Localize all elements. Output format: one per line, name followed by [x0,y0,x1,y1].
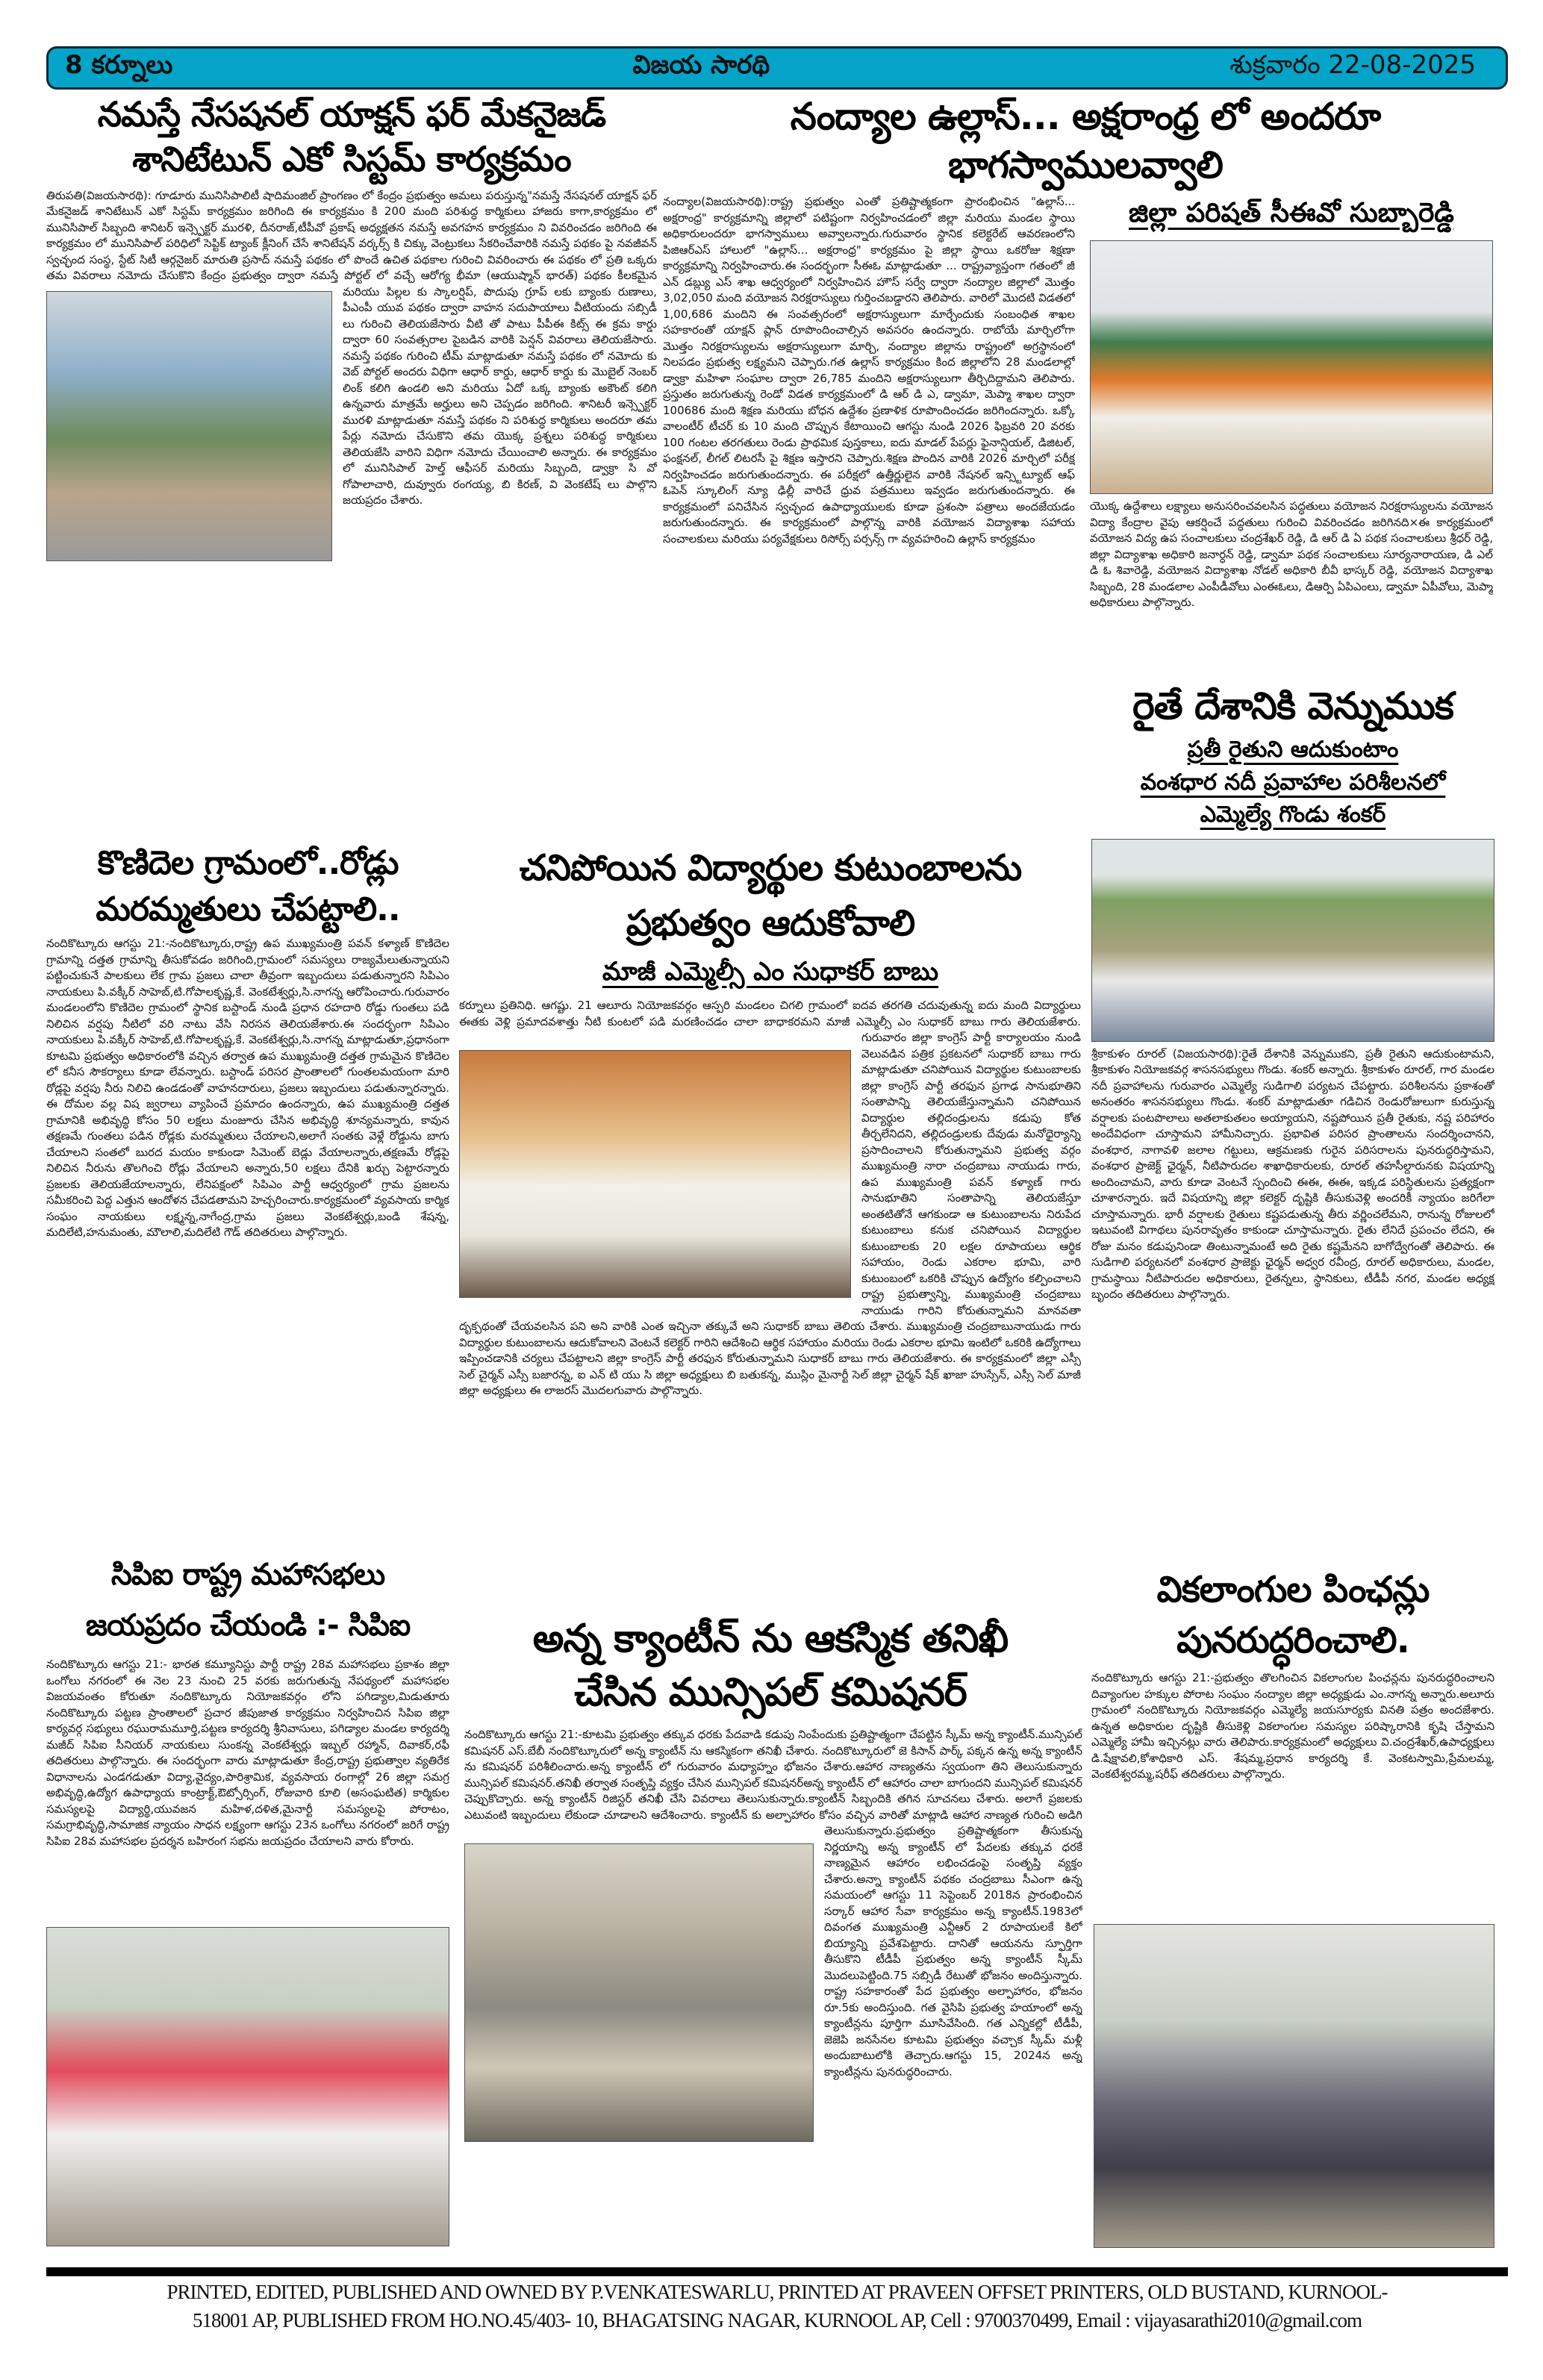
namaste-article [46,93,657,837]
headline-line: శానిటేటున్ ఎకో సిస్టమ్ కార్యక్రమం [132,138,571,179]
disabled-persons-petition-photo [1094,1924,1494,2248]
subhead-line: వంశధార నదీ ప్రవాహాల పరిశీలనలో [1140,769,1446,796]
namaste-article-body [46,188,657,837]
newspaper-title: విజయ సారథి [632,50,770,80]
headline-line: చనిపోయిన విద్యార్థుల కుటుంబాలను [519,847,1022,889]
headline-line: పునరుద్ధరించాలి. [1176,1620,1409,1661]
sanitation-event-photo [46,291,332,561]
ullas-subhead: జిల్లా పరిషత్ సీఈవో సుబ్బారెడ్డి [1129,198,1454,228]
headline-line: వికలాంగుల పింఛన్లు [1156,1569,1430,1611]
konidela-article [46,840,449,1527]
students-headline [457,840,1084,951]
namaste-headline [46,93,657,182]
headline-line: మరమ్మతులు చేపట్టాలి.. [96,890,400,928]
cpi-rally-photo [46,1927,449,2246]
mla-farmers-visit-photo [1091,839,1494,1042]
issue-date: శుక్రవారం 22-08-2025 [1229,50,1476,80]
vikalangula-article [1091,1564,1494,2248]
headline-line: ప్రభుత్వం ఆదుకోవాలి [626,902,915,944]
literacy-training-photo [1090,240,1493,494]
headline-line: నమస్తే నేసషనల్ యాక్షన్ ఫర్ మేకనైజడ్ [97,94,606,134]
imprint [46,2278,1508,2334]
imprint-line-2: 518001 AP, PUBLISHED FROM HO.NO.45/403- 10, BHAGATSING NAGAR, KURNOOL AP, Cell : 9700370499, Email : vijayasarathi2010@gmail.com [192,2309,1362,2331]
vikalangula-headline [1091,1564,1494,1666]
cpi-headline [46,1549,449,1651]
canteen-article [457,1612,1084,2260]
article-text: తిరుపతి(విజయసారథి): గూడూరు మునిసిపాలిటీ షాదిమంజిల్ ప్రాంగణం లో కేంద్రం ప్రభుత్వం అమలు పరుస్తున్న"నమస్తే నేసషనల్ యాక్షన్ ఫర్ మేకనైజడ్ శానిటేటున్ ఎకో సిస్టమ్ కార్యక్రమం జరిగింది ఈ కార్యక్రమం కి 200 మంది పరిశుద్ధ కార్మికులు హాజరు కాగా,కార్యక్రమం లో మునిసిపాల్ సిబ్బంది శానిటర్ ఇన్స్పెక్టర్ మురళి, దీనరాజ్,టీపీవో ప్రకాష్ అధ్యక్షతన నమస్తే అవగహన కార్యక్రమం ని వివరించడం జరిగింది ఈ కార్యక్రమం లో మునిసిపాల్ పరిధిలో సెప్టిక్ ట్యాంక్ క్లీనింగ్ చేసే శానిటేషన్ వర్కర్స్ కి చిక్కు వెంట్రుకలు సేకరించేవారికి నమస్తే పథకం పై నవజీవన్ స్వచ్ఛంద సంస్థ, స్టేట్ సిటీ ఆర్గనైజర్ మారుతి ప్రసాద్ నమస్తే పథకం లో పొందే ఉచిత పథకాల గురించి వివరించారు ఈ పథకం లో ప్రతి ఒక్కరు తమ వివరాలు నమోదు చేసుకొని కేంద్రం ప్రభుత్వం ద్వారా నమస్తే పోర్టల్ లో వచ్చే ఆరోగ్య భీమా (ఆయుష్మాన్ భారత్) పథకం కీలకమైన మరియు పిల్లల కు స్కాలర్షిప్, పొదుపు గ్రూప్ లకు బ్యాంకు రుణాలు, పీఎంపీ యువ పథకం ద్వారా వాహన సదుపాయాలు వీటియందు సబ్సిడీ లు గురించి తెలియజేసారు వీటి తో పాటు పీపీఈ కిట్స్ ఈ క్రమ కార్డు ద్వారా 60 సంవత్సరాల పైబడిన వారికి పెన్షన్ వివరాలు తెలియజేసారు. నమస్తే పథకం గురించి టీమ్ మాట్లాడుతూ నమస్తే పథకం లో నమోదు కు వెబ్ పోర్టల్ అందరు విధిగా ఆధార్ కార్డు, ఆధార్ కార్డు కు మొబైల్ నెంబర్ లింక్ కలిగి ఉండలి అని మరియు ఏదో ఒక్క బ్యాంకు అకౌంట్ కలిగి ఉన్నవారు మాత్రమే అర్హులు అని చెప్పడం జరిగింది. శానిటరీ ఇన్స్పెక్టర్ మురళి మాట్లాడుతూ నమస్తే పథకం ని పరిశుద్ధ కార్మికులు అందరూ తమ పేర్లు నమోదు చేసుకొని తమ యొక్క ప్రశ్నలు పరిశుద్ధ కార్మికులు తెలియజేసి వారిని విధిగా నమోదు చేయించాలి అన్నారు. ఈ కార్యక్రమం లో మునిసిపాల్ హెల్త్ ఆఫీసర్ మరియు సిబ్బంది, డ్వాక్రా సి వో గోపాలాచారి, దువ్వూరు రంగయ్య, బి కిరణ్, వి వెంకటేష్ లు పాల్గొని జయప్రదం చేశారు. [46,188,657,507]
ullas-side-column [1090,194,1493,679]
article-text: కర్నూలు ప్రతినిధి. ఆగష్టు. 21 ఆలూరు నియోజకవర్గం ఆస్పరి మండలం చిగలి గ్రామంలో ఐదవ తరగతి చదువుతున్న ఐదు మంది విద్యార్థులు ఈతకు వెళ్లి ప్రమాదవశాత్తు నీటి కుంటలో పడి మరణించడం చాలా బాధాకరమని మాజీ ఎమ్మెల్సీ ఎం సుధాకర్ బాబు గారు తెలియజేశారు. గురువారం జిల్లా కాంగ్రెస్ పార్టీ కార్యాలయం నుండి వెలువడిన పత్రిక ప్రకటనలో సుధాకర్ బాబు గారు మాట్లాడుతూ చనిపోయిన విద్యార్థుల కుటుంబాలకు జిల్లా కాంగ్రెస్ పార్టీ తరఫున ప్రగాఢ సానుభూతిని సంతాపాన్ని తెలియజేస్తున్నామని చనిపోయిన విద్యార్థుల తల్లిదండ్రులను కడుపు కోత తీర్చలేనిదని, తల్లిదండ్రులకు దేవుడు మనోధైర్యాన్ని ప్రసాదించాలని కోరుతున్నామని ప్రభుత్వ వర్గం ముఖ్యమంత్రి నారా చంద్రబాబు నాయుడు గారు, ఉప ముఖ్యమంత్రి పవన్ కళ్యాణ్ గారు సానుభూతిని సంతాపాన్ని తెలియజేస్తూ అంతటితోనే ఆగకుండా ఆ కుటుంబాలను నిరుపేద కుటుంబాలు కనుక చనిపోయిన విద్యార్థుల కుటుంబాలకు 20 లక్షల రూపాయలు ఆర్థిక సహాయం, రెండు ఎకరాల భూమి, వారి కుటుంబంలో ఒకరికి చొప్పున ఉద్యోగం కల్పించాలని రాష్ట్ర ప్రభుత్వాన్ని, ముఖ్యమంత్రి చంద్రబాబు నాయుడు గారిని కోరుతున్నామని మానవతా దృక్పథంతో చేయవలసిన పని అని వారికి ఎంత ఇచ్చినా తక్కువే అని సుధాకర్ బాబు తెలియ చేశారు. ముఖ్యమంత్రి చంద్రబాబునాయుడు గారు విద్యార్థుల కుటుంబాలను ఆదుకోవాలని వెంటనే కలెక్టర్ గారిని ఆదేశించి ఆర్థిక సహాయం మరియు రెండు ఎకరాల భూమి ఇంటిలో ఒకరికి ఉద్యోగాలు ఇప్పించడానికి చర్యలు చేపట్టాలని జిల్లా కాంగ్రెస్ పార్టీ తరఫున కోరుతున్నామని సుధాకర్ బాబు గారు తెలియజేశారు. ఈ కార్యక్రమంలో జిల్లా ఎస్సీ సెల్ చైర్మన్ ఎస్సీ బజారన్న, ఐ ఎన్ టి యు సి జిల్లా అధ్యక్షులు బి బతుకన్న, ముస్లిం మైనార్టీ సెల్ జిల్లా చైర్మన్ షేక్ ఖాజా హుస్సేన్, ఎస్సీ సెల్ మాజీ జిల్లా అధ్యక్షులు ఈ లాజరస్ మొదలగువారు పాల్గొన్నారు. [459,999,1081,1398]
rythu-article [1091,682,1494,1519]
footer-rule [46,2267,1508,2276]
subhead-line: ఎమ్మెల్యే గొండు శంకర్ [1200,802,1386,828]
masthead-bar [46,46,1508,90]
imprint-line-1: PRINTED, EDITED, PUBLISHED AND OWNED BY P.VENKATESWARLU, PRINTED AT PRAVEEN OFFSET PRINTERS, OLD BUSTAND, KURNOOL- [166,2281,1388,2303]
cpi-article-body: నందికొట్కూరు ఆగస్టు 21:- భారత కమ్యూనిస్టు పార్టీ రాష్ట్ర 28వ మహాసభలు ప్రకాశం జిల్లా ఒంగోలు నగరంలో ఈ నెల 23 నుంచి 25 వరకు జరుగుతున్న నేపథ్యంలో మహాసభల విజయవంతం కోరుతూ నందికొట్కూరు నియోజకవర్గం లోని పగిడ్యాల,మిడుతూరు నందికొట్కూరు పట్టణ ప్రాంతాలలో ప్రచార జీపుజాత కార్యక్రమం నిర్వహించిన సిపిఐ జిల్లా కార్యవర్గ సభ్యులు రఘురామమూర్తి,పట్టణ కార్యదర్శి శ్రీనివాసులు, పగిడ్యాల మండల కార్యదర్శి మజీద్ సిపిఐ సీనియర్ నాయకులు సుంకన్న వెంకటేశ్వర్లు ఇబ్బల్ రహ్మాన్, దివాకర్,రఫీ తదితరులు పాల్గొన్నారు. ఈ సందర్భంగా వారు మాట్లాడుతూ కేంద్ర,రాష్ట్ర ప్రభుత్వాల వ్యతిరేక విధానాలను ఎండగడుతూ విద్యా,వైద్యం,పారిశ్రామిక, వ్యవసాయ రంగాల్లో 26 జిల్లా సమగ్ర అభివృద్ధి,ఉద్యోగ ఉపాధ్యాయ కాంట్రాక్ట్,ఔట్సోర్సింగ్, రోజువారి కూలి (అసంఘటిత) కార్మికుల సమస్యలపై విద్యార్థి,యువజన మహిళ,దళిత,మైనార్టీ సమస్యలపై పోరాటం, సమగ్రాభివృద్ధి,సామాజిక న్యాయం సాధన లక్ష్యంగా ఆగస్టు 23న ఒంగోలు నగరంలో జరిగే రాష్ట్ర సిపిఐ 28వ మహాసభల ప్రదర్శన బహిరంగ సభను జయప్రదం చేయాలని వారు కోరారు. [46,1658,449,1848]
rythu-headline: రైతే దేశానికి వెన్నుముక [1132,684,1453,728]
konidela-article-body: నందికొట్కూరు ఆగస్టు 21:-నందికొట్కూరు,రాష్ట్ర ఉప ముఖ్యమంత్రి పవన్ కళ్యాణ్ కొణిదెల గ్రామాన్ని దత్తత గ్రామాన్ని తీసుకోవడం జరిగింది,గ్రామంలో సమస్యలు రాజ్యమేలుతున్నాయని పట్టించుకునే పాలకులు లేక గ్రామ ప్రజలు చాలా తీవ్రంగా ఇబ్బందులు పడుతున్నారని సిపిఎం నాయకులు పి.వక్కీర్ సాహెబ్,టి.గోపాలకృష్ణ,కే. వెంకటేశ్వర్లు,సి.నాగన్న ఆరోపించారు.గురువారం మండలంలోని కొణిదెల గ్రామంలో స్థానిక బస్టాండ్ నుండి ప్రధాన రహదారి రోడ్డు గుంతలు పడి నిలిచిన వర్షపు నీటిలో వరి నాటు వేసి నిరసన తెలియజేశారు.ఈ సందర్భంగా సిపిఎం నాయకులు పి.వక్కీర్ సాహెబ్,టి.గోపాలకృష్ణ,కే. వెంకటేశ్వర్లు,సి.నాగన్న మాట్లాడుతూ,ప్రధానంగా కూటమి ప్రభుత్వం అధికారంలోకి వచ్చిన తర్వాత ఉప ముఖ్యమంత్రి దత్తత గ్రామమైన కొణిదెల లో కనీస సౌకర్యాలు కూడా లేవన్నారు. బస్టాండ్ పరిసర ప్రాంతాలలో గుంతలమయంగా మారి రోడ్లపై వర్షపు నీరు నిలిచి ఉండడంతో వాహనదారులు, ప్రజలు ఇబ్బందులు పడుతున్నారన్నారు. ఈ దోమల వల్ల విష జ్వరాలు వ్యాపించే ప్రమాదం ఉందన్నారు, ఉప ముఖ్యమంత్రి దత్తత గ్రామానికి అభివృద్ధి కోసం 50 లక్షలు మంజూరు చేసిన అభివృద్ధి శూన్యమన్నారు, కావున తక్షణమే గుంతలు పడిన రోడ్లకు మరమ్మతులు చేయాలని,అలాగే సంతకు వెళ్లే రోడ్డును బాగు చేయాలని సంతలో బురద మయం కాకుండా సిమెంట్ బెడ్లు వేయాలన్నారు,తక్షణమే రోడ్లపై నిలిచిన నీరును తొలగించి రోడ్లు వేయాలని అన్నారు,50 లక్షలు దేనికి ఖర్చు పెట్టారన్నారు ప్రజలకు తెలియజేయాలన్నారు, లేనిపక్షంలో సిపిఎం పార్టీ ఆధ్వర్యంలో గ్రామ ప్రజలను సమీకరించి పెద్ద ఎత్తున ఆందోళన చేపడతామని హెచ్చరించారు.కార్యక్రమంలో వ్యవసాయ కార్మిక సంఘం నాయకులు లక్ష్మన్న,నాగేంద్ర,గ్రామ ప్రజలు వెంకటేశ్వర్లు,బండి శేషన్న, మదిలేటి,హనుమంతు, మౌలాలి,మదిలేటి గౌడ్ తదితరులు పాల్గొన్నారు. [46,937,449,1239]
canteen-inspection-photo [464,1843,814,2142]
ullas-article-continued: యొక్క ఉద్దేశాలు లక్ష్యాలు అనుసరించవలసిన పద్ధతులు వయోజన నిరక్షరాస్యులను వయోజన విద్యా కేంద్రాల వైపు ఆకర్షించే పద్ధతులు గురించి వివరించడం జరిగినది×ఈ కార్యక్రమంలో వయోజన విద్య ఉప సంచాలకులు చంద్రశేఖర్ రెడ్డి, డి ఆర్ డి ఏ పథక సంచాలకులు శ్రీధర్ రెడ్డి, జిల్లా విద్యాశాఖ అధికారి జనార్ధన్ రెడ్డి, డ్వామా పథక సంచాలకులు సూర్యనారాయణ, డి ఎల్ డి ఓ శివారెడ్డి, వయోజన విద్యాశాఖ నోడల్ అధికారి బీవీ భాస్కర్ రెడ్డి, వయోజన విద్యాశాఖ సిబ్బంది, 28 మండలాల ఎంపీడీవోలు ఎంఈఓలు, డిఆర్పి ఏపిఎంలు, డ్వామా ఏపీవోలు, మెప్మా అధికారులు పాల్గొన్నారు. [1090,499,1493,610]
students-subhead: మాజీ ఎమ్మెల్సీ ఎం సుధాకర్ బాబు [602,957,939,987]
headline-line: కొణిదెల గ్రామంలో..రోడ్లు [97,844,399,882]
students-article [457,840,1084,1563]
konidela-headline [46,840,449,933]
ullas-headline: నంద్యాల ఉల్లాస్... అక్షరాంధ్ర లో అందరూ భాగస్వాములవ్వాలి [790,95,1381,187]
rythu-article-body: శ్రీకాకుళం రూరల్ (విజయసారథి):రైతే దేశానికి వెన్నుముకని, ప్రతీ రైతుని ఆదుకుంటామని, శ్రీకాకుళం నియోజకవర్గ శాసనసభ్యులు గొండు. శంకర్ అన్నారు. శ్రీకాకుళం రూరల్, గార మండల నదీ ప్రవాహాలను గురువారం ఎమ్మెల్యే సుడిగాలి పర్యటన చేపట్టారు. పరిశీలనను ప్రకాశంతో అనంతరం శాసనసభ్యులు గొండు. శంకర్ మాట్లాడుతూ గడిచిన రెండురోజులుగా కురుస్తున్న వర్షాలకు పంటపొలాలు అతలాకుతలం అయ్యాయని, నష్టపోయిన ప్రతీ రైతుకు, నష్ట పరిహారం అందేవిధంగా చూస్తామని హామీనిచ్చారు. ప్రభావిత పరిసర ప్రాంతాలను సందర్శించానని, వంశధార, నాగావళి జలాల గట్టులు, ఆక్రమణకు గురైన పరిసరాలను పునరుద్ధరిస్తామని, వంశధార ప్రాజెక్ట్ ఛైర్మన్, నీటిపారుదల శాఖాధికారులకు, రూరల్ తహసీల్దారునకు విషయాన్ని అందించామని, వారు కూడా వెంటనే స్పందించి ఈఈ, ఈఈ, ఇక్కడ పరిస్థితులను ప్రత్యక్షంగా చూశారన్నారు. ఇదే విషయాన్ని జిల్లా కలెక్టర్ దృష్టికి తీసుకువెళ్లి అందరికీ న్యాయం జరిగేలా చూస్తామన్నారు. భారీ వర్షాలకు రైతులు కష్టపడుతున్న తీరు వర్ణించలేమని, రానున్న రోజులలో ఇటువంటి విగాథలు పునరావృతం కాకుండా చూస్తామన్నారు. రైతు లేనిదే ప్రపంచం లేదని, ఈ రోజు మనం కడుపునిండా తింటున్నామంటే అది రైతు కష్టమేనని బాగోద్వేగంతో తెలిపారు. ఈ సుడిగాలి పర్యటనలో వంశధార ప్రాజెక్టు ఛైర్మన్ అధ్వర రవీంద్ర, రూరల్ అధికారులు, మండల, గ్రామస్థాయి నీటిపారుదల అధికారులు, రైతన్నలు, స్థానికులు, టీడీపీ నగర, మండల అధ్యక్ష బృందం తదితరులు పాల్గొన్నారు. [1091,1046,1494,1301]
headline-line: జయప్రదం చేయండి :- సిపిఐ [85,1608,411,1643]
congress-press-meet-photo [459,1050,851,1298]
headline-line: అన్న క్యాంటీన్ ను ఆకస్మిక తనిఖీ [532,1617,1009,1661]
headline-line: చేసిన మున్సిపల్ కమిషనర్ [574,1670,967,1715]
ullas-article-body: నంద్యాల(విజయసారథి):రాష్ట్ర ప్రభుత్వం ఎంతో ప్రతిష్టాత్మకంగా ప్రారంభించిన "ఉల్లాస్... అక్షరాంధ్ర" కార్యక్రమాన్ని జిల్లాలో పటిష్టంగా నిర్వహించడంలో జిల్లా మరియు మండల స్థాయి అధికారులందరూ భాగస్వాములు అవ్వాలన్నారు.గురువారం స్థానిక కలెక్టరేట్ ఆవరణంలోని పిజిఆర్ఎస్ హాలులో "ఉల్లాస్... అక్షరాంధ్ర" కార్యక్రమం పై జిల్లా స్థాయి ఒకరోజు శిక్షణా కార్యక్రమాన్ని నిర్వహించారు.ఈ సందర్భంగా సీఈఓ మాట్లాడుతూ ... రాష్ట్రవ్యాప్తంగా గతంలో జీ ఎన్ డబ్ల్యు ఎస్ శాఖ ఆధ్వర్యంలో నిర్వహించిన హౌస్ సర్వే ద్వారా నంద్యాల జిల్లాలో మొత్తం 3,02,050 మంది వయోజన నిరక్షరాస్యులు గుర్తించబడ్డారని తెలిపారు. వారిలో మొదటి విడతలో 1,00,686 మందిని ఈ సంవత్సరంలో అక్షరాస్యులుగా మార్చేందుకు సంబంధిత శాఖల సహకారంతో యాక్షన్ ప్లాన్ రూపొందించాల్సిన అవసరం ఉందన్నారు. రాబోయే మార్చిలోగా మొత్తం నిరక్షరాస్యులను అక్షరాస్యులుగా మార్చి, నంద్యాల జిల్లాను రాష్ట్రంలో అగ్రస్థానంలో నిలపడం ప్రభుత్వ లక్ష్యమని చెప్పారు.గత ఉల్లాస్ కార్యక్రమం కింద జిల్లాలోని 28 మండలాల్లో డ్వాక్రా మహిళా సంఘాల ద్వారా 26,785 మందిని అక్షరాస్యులుగా తీర్చిదిద్దామని తెలిపారు. ప్రస్తుతం జరుగుతున్న రెండో విడత కార్యక్రమంలో డి ఆర్ డి ఎ, డ్వామా, మెప్మా శాఖల ద్వారా 100686 మంది శిక్షణ మరియు బోధన ఉద్దేశం ప్రణాళిక రూపొందించడం జరిగిందన్నారు. ఒక్కో వాలంటీర్ టీచర్ కు 10 మంది చొప్పున కేటాయించి ఆగస్టు నుండి 2026 ఫిబ్రవరి 20 వరకు 100 గంటల తరగతులు రెండు ప్రాథమిక పుస్తకాలు, ఐదు మాడల్ పేపర్లు ఫైనాన్షియల్, డిజిటల్, ఫంక్షనల్, లీగల్ లిటరసీ పై శిక్షణ ఇస్తారని చెప్పారు.శిక్షణ పొందిన వారికి 2026 మార్చిలో పరీక్ష నిర్వహించడం జరుగుతుందన్నారు. ఈ పరీక్షలో ఉత్తీర్ణులైన వారికి నేషనల్ ఇన్స్టిట్యూట్ ఆఫ్ ఓపెన్ స్కూలింగ్ న్యూ ఢిల్లీ వారిచే ధ్రువ పత్రములు ఇవ్వడం జరుగుతుందన్నారు. ఈ కార్యక్రమంలో పనిచేసిన స్వచ్ఛంద ఉపాధ్యాయులకు కూడా ప్రశంసా పత్రాలు అందజేయడం జరుగుతుందన్నారు. ఈ కార్యక్రమంలో పాల్గొన్న వారికి వయోజన విద్యాశాఖ సహాయ సంచాలకులు మరియు పర్యవేక్షకులు రిసోర్స్ పర్సన్స్ గా వ్యవహరించి ఉల్లాస్ కార్యక్రమం [663,195,1075,546]
headline-line: సిపిఐ రాష్ట్ర మహాసభలు [110,1558,385,1592]
canteen-headline [457,1612,1084,1720]
cpi-article [46,1549,449,2246]
page-label: 8 కర్నూలు [65,50,173,80]
subhead-line: ప్రతీ రైతుని ఆదుకుంటాం [1187,737,1399,763]
article-text: నందికొట్కూరు ఆగస్టు 21:-కూటమి ప్రభుత్వం తక్కువ ధరకు పేదవాడి కడుపు నింపేందుకు ప్రతిష్టాత్మంగా చేపట్టిన స్కీమ్ అన్న క్యాంటీన్.మున్సిపల్ కమిషనర్ ఎస్.బేబీ నందికొట్కూరులో అన్న క్యాంటీన్ ను ఆకస్మికంగా తనిఖీ చేశారు. నందికొట్కూరులో జె కిసాన్ పార్క్ పక్కన ఉన్న అన్న క్యాంటీన్ ను కమిషనర్ పరిశీలించారు.అన్న క్యాంటీన్ లో గురువారం మధ్యాహ్నం భోజనం చేశారు.ఆహార నాణ్యతను స్వయంగా తిని తెలుసుకున్నారు మున్సిపల్ కమిషనర్.తనిఖీ తర్వాత సంతృప్తి వ్యక్తం చేసిన మున్సిపల్ కమిషనర్అన్న క్యాంటీన్ లో ఆహారం చాలా బాగుందని మున్సిపల్ కమిషనర్ చెప్పుకొచ్చారు. అన్న క్యాంటీన్ రిజిస్టర్ తనిఖీ చేసి వివరాలు తెలుసుకున్నారు.క్యాంటీన్ సిబ్బందికి తగిన సూచనలు చేశారు. అలాగే ప్రజలకు ఎటువంటి ఇబ్బందులు లేకుండా చూడాలని ఆదేశించారు. క్యాంటీన్ కు అల్పాహారం కోసం వచ్చిన వారితో మాట్లాడి ఆహార నాణ్యత గురించి అడిగి తెలుసుకున్నారు.ప్రభుత్వం ప్రతిష్టాత్మకంగా తీసుకున్న నిర్ణయాన్ని అన్న క్యాంటీన్ లో పేదలకు తక్కువ ధరకే నాణ్యమైన ఆహారం లభించడంపై సంతృప్తి వ్యక్తం చేశారు.అన్నా క్యాంటీన్ పథకం చంద్రబాబు సీఎంగా ఉన్న సమయంలో ఆగస్టు 11 సెప్టెంబర్ 2018న ప్రారంభించిన సర్కార్ ఆహార సేవా కార్యక్రమం అన్న క్యాంటీన్.1983లో దివంగత ముఖ్యమంత్రి ఎన్టీఆర్ 2 రూపాయలకే కిలో బియ్యాన్ని ప్రవేశపెట్టారు. దానితో ఆయనను స్ఫూర్తిగా తీసుకొని టీడీపీ ప్రభుత్వం అన్న క్యాంటీన్ స్కీమ్ మొదలుపెట్టింది.75 సబ్సిడీ రేటుతో భోజనం అందిస్తున్నారు. రాష్ట్ర సహకారంతో పేద ప్రభుత్వం అల్పాహారం, భోజనం రూ.5కు అందిస్తుంది. గత వైసిపి ప్రభుత్వ హయాంలో అన్న క్యాంటీన్లను పూర్తిగా మూసివేసింది. గత ఎన్నికల్లో టీడీపీ, జెజెపి జనసేనల కూటమి ప్రభుత్వం వచ్చాక స్కీమ్ మళ్లీ అందుబాటులోకి తెచ్చారు.ఆగస్టు 15, 2024న అన్న క్యాంటీన్లను పునరుద్ధరించారు. [464,1728,1082,2078]
rythu-subheads [1091,734,1494,831]
vikalangula-article-body: నందికొట్కూరు ఆగస్టు 21:-ప్రభుత్వం తొలగించిన వికలాంగుల పింఛన్లను పునరుద్ధరించాలని దివ్యాంగుల హక్కుల పోరాట సంఘం నంద్యాల జిల్లా అధ్యక్షుడు ఎం.నాగన్న అన్నారు.అలూరు గ్రామంలో నందికొట్కూరు నియోజకవర్గం ఎమ్మెల్యే జయసూర్యకు వినతి పత్రం అందజేశారు. ఉన్నత అధికారుల దృష్టికి తీసుకెళ్లి వికలాంగుల సమస్యల పరిష్కారానికి కృషి చేస్తామని ఎమ్మెల్యే హామీ ఇచ్చినట్లు వారు తెలిపారు.కార్యక్రమంలో అధ్యక్షులు వి.చంద్రశేఖర్,ఉపాధ్యక్షులు డి.షేక్షావలి,కోశాధికారి ఎస్. శేషమ్మ,ప్రధాన కార్యదర్శి కే. వెంకటస్వామి,ప్రేమలమ్మ, వెంకటేశ్వరమ్మ,షరీఫ్ తదితరులు పాల్గొన్నారు. [1091,1671,1494,1781]
canteen-article-body [464,1727,1082,2260]
students-article-body [459,998,1081,1563]
